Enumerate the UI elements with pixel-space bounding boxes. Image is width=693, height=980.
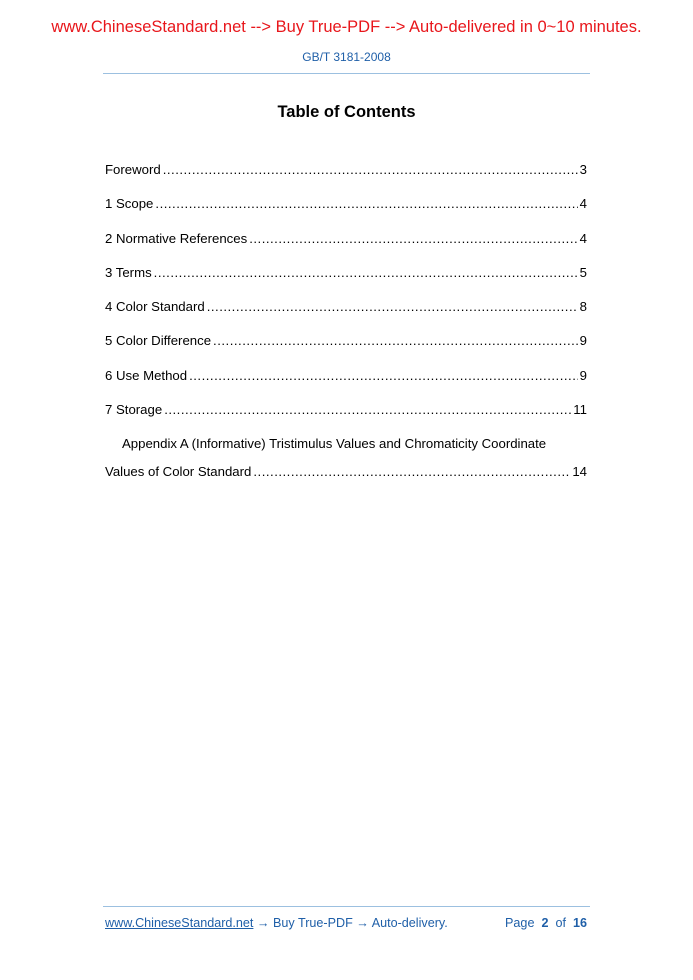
dot-leader — [253, 462, 570, 482]
toc-entry-foreword[interactable] — [105, 160, 587, 194]
page-indicator — [505, 916, 587, 930]
toc-entry-page: 4 — [579, 230, 587, 246]
page-current: 2 — [541, 916, 549, 930]
toc-entry-page: 9 — [579, 367, 587, 383]
toc-entry-page: 4 — [579, 196, 587, 212]
toc-entry-color-standard[interactable] — [105, 297, 587, 331]
dot-leader — [213, 331, 578, 351]
toc-entry-label: Values of Color Standard — [105, 464, 252, 480]
toc-entry-label: Foreword — [105, 162, 161, 177]
standard-number: GB/T 3181-2008 — [302, 50, 391, 64]
toc-entry-label: 4 Color Standard — [105, 299, 205, 315]
dot-leader — [189, 366, 578, 386]
toc-entry-appendix-a-line1[interactable]: Appendix A (Informative) Tristimulus Values and Chromaticity Coordinate — [122, 436, 547, 452]
toc-entry-page: 11 — [573, 402, 587, 418]
page-of: of — [555, 916, 566, 930]
toc-entry-storage[interactable] — [105, 400, 587, 434]
promo-banner[interactable]: www.ChineseStandard.net --> Buy True-PDF --> Auto-delivered in 0~10 minutes. — [51, 18, 642, 36]
toc-entry-label: 5 Color Difference — [105, 333, 212, 349]
toc-entry-label: 1 Scope — [105, 196, 154, 212]
toc-entry-normative-references[interactable] — [105, 229, 587, 263]
toc-entry-page: 3 — [579, 162, 587, 177]
toc-entry-label: 2 Normative References — [105, 230, 248, 246]
page-title: Table of Contents — [277, 103, 416, 121]
toc-entry-page: 9 — [579, 333, 587, 349]
toc-entry-color-difference[interactable] — [105, 331, 587, 365]
toc-entry-page: 14 — [572, 464, 587, 480]
dot-leader — [154, 263, 578, 283]
table-of-contents — [105, 160, 587, 497]
toc-entry-label: 6 Use Method — [105, 367, 188, 383]
dot-leader — [207, 297, 578, 317]
header-divider — [103, 73, 590, 74]
toc-entry-appendix-a[interactable] — [105, 462, 587, 496]
toc-entry-use-method[interactable] — [105, 366, 587, 400]
dot-leader — [249, 229, 577, 249]
footer-link-text: → Buy True-PDF → Auto-delivery. — [253, 916, 448, 930]
dot-leader — [155, 194, 577, 214]
toc-entry-scope[interactable] — [105, 194, 587, 228]
toc-entry-label: 3 Terms — [105, 264, 152, 280]
footer-divider — [103, 906, 590, 907]
toc-entry-page: 8 — [579, 299, 587, 315]
toc-entry-terms[interactable] — [105, 263, 587, 297]
footer-site-link[interactable]: www.ChineseStandard.net — [105, 916, 254, 930]
toc-entry-page: 5 — [579, 264, 587, 280]
toc-entry-label: 7 Storage — [105, 402, 163, 418]
dot-leader — [164, 400, 571, 420]
page-prefix: Page — [505, 916, 535, 930]
page-footer — [105, 916, 587, 930]
footer-link-group — [105, 916, 448, 930]
dot-leader — [163, 160, 578, 180]
page-total: 16 — [572, 916, 587, 930]
